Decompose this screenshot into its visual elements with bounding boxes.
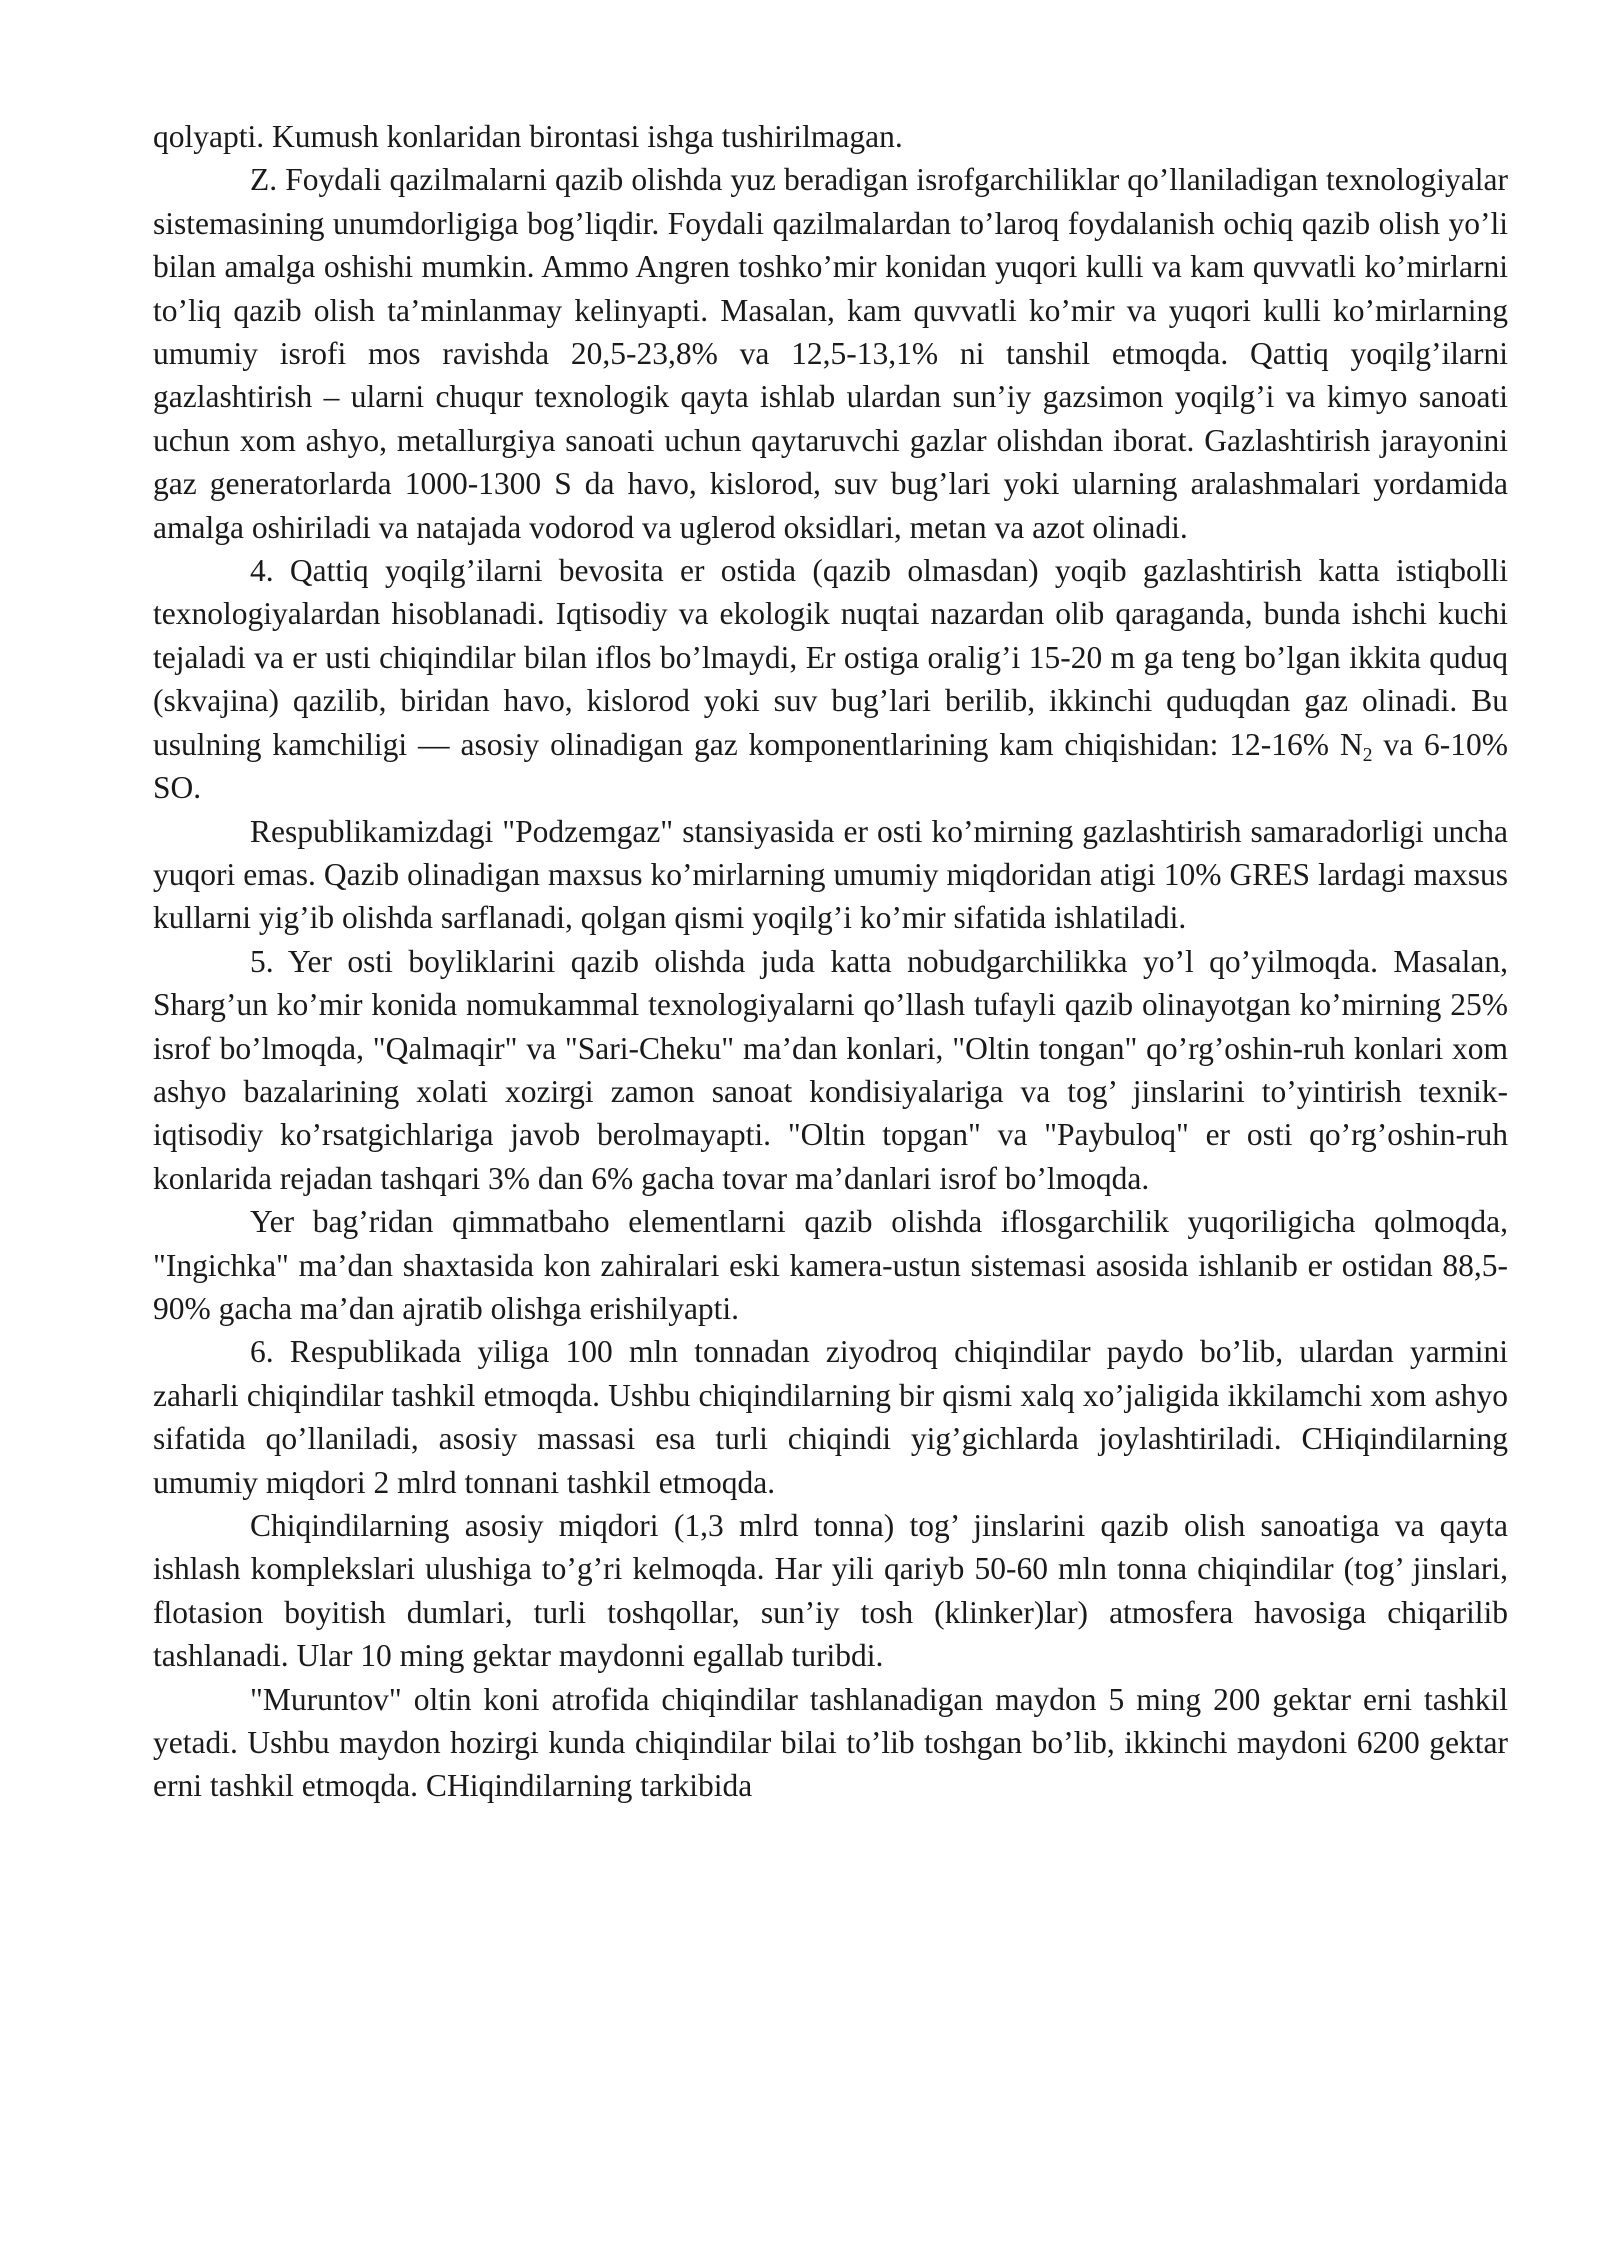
paragraph-continuation: qolyapti. Kumush konlaridan birontasi ishga tushirilmagan. [153, 119, 903, 154]
paragraph-item-4-tail: va 6-10% SO. [153, 726, 1509, 806]
paragraph-item-4 [153, 549, 1508, 809]
paragraph-item-5: 5. Yer osti boyliklarini qazib olishda juda katta nobudgarchilikka yo’l qo’yilmoqda. Masalan, Sharg’un ko’mir konida nomukammal texnologiyalarni qo’llash tufayli qazib olinayotgan ko’mirning 25% isrof bo’lmoqda, "Qalmaqir" va "Sari-Cheku" ma’dan konlari, "Oltin tongan" qo’rg’oshin-ruh konlari xom ashyo bazalarining xolati xozirgi zamon sanoat kondisiyalariga va tog’ jinslarini to’yintirish texnik-iqtisodiy ko’rsatgichlariga javob berolmayapti. "Oltin topgan" va "Paybuloq" er osti qo’rg’oshin-ruh konlarida rejadan tashqari 3% dan 6% gacha tovar ma’danlari isrof bo’lmoqda. [153, 943, 1508, 1196]
document-page [153, 115, 1508, 1808]
paragraph-muruntov: "Muruntov" oltin koni atrofida chiqindilar tashlanadigan maydon 5 ming 200 gektar erni tashkil yetadi. Ushbu maydon hozirgi kunda chiqindilar bilai to’lib toshgan bo’lib, ikkinchi maydoni 6200 gektar erni tashkil etmoqda. CHiqindilarning tarkibida [153, 1681, 1508, 1804]
paragraph-item-3: Z. Foydali qazilmalarni qazib olishda yuz beradigan isrofgarchiliklar qo’llaniladigan texnologiyalar sistemasining unumdorligiga bog’liqdir. Foydali qazilmalardan to’laroq foydalanish ochiq qazib olish yo’li bilan amalga oshishi mumkin. Ammo Angren toshko’mir konidan yuqori kulli va kam quvvatli ko’mirlarni to’liq qazib olish ta’minlanmay kelinyapti. Masalan, kam quvvatli ko’mir va yuqori kulli ko’mirlarning umumiy isrofi mos ravishda 20,5-23,8% va 12,5-13,1% ni tanshil etmoqda. Qattiq yoqilg’ilarni gazlashtirish – ularni chuqur texnologik qayta ishlab ulardan sun’iy gazsimon yoqilg’i va kimyo sanoati uchun xom ashyo, metallurgiya sanoati uchun qaytaruvchi gazlar olishdan iborat. Gazlashtirish jarayonini gaz generatorlarda 1000-1300 S da havo, kislorod, suv bug’lari yoki ularning aralashmalari yordamida amalga oshiriladi va natajada vodorod va uglerod oksidlari, metan va azot olinadi. [153, 162, 1508, 545]
paragraph-podzemgaz: Respublikamizdagi "Podzemgaz" stansiyasida er osti ko’mirning gazlashtirish samaradorligi uncha yuqori emas. Qazib olinadigan maxsus ko’mirlarning umumiy miqdoridan atigi 10% GRES lardagi maxsus kullarni yig’ib olishda sarflanadi, qolgan qismi yoqilg’i ko’mir sifatida ishlatiladi. [153, 813, 1508, 936]
subscript-2: 2 [1362, 744, 1373, 766]
paragraph-waste-amount: Chiqindilarning asosiy miqdori (1,3 mlrd tonna) tog’ jinslarini qazib olish sanoatiga va qayta ishlash komplekslari ulushiga to’g’ri kelmoqda. Har yili qariyb 50-60 mln tonna chiqindilar (tog’ jinslari, flotasion boyitish dumlari, turli toshqollar, sun’iy tosh (klinker)lar) atmosfera havosiga chiqarilib tashlanadi. Ular 10 ming gektar maydonni egallab turibdi. [153, 1508, 1508, 1674]
paragraph-item-4-text: 4. Qattiq yoqilg’ilarni bevosita er ostida (qazib olmasdan) yoqib gazlashtirish katta istiqbolli texnologiyalardan hisoblanadi. Iqtisodiy va ekologik nuqtai nazardan olib qaraganda, bunda ishchi kuchi tejaladi va er usti chiqindilar bilan iflos bo’lmaydi, Er ostiga oralig’i 15-20 m ga teng bo’lgan ikkita quduq (skvajina) qazilib, biridan havo, kislorod yoki suv bug’lari berilib, ikkinchi quduqdan gaz olinadi. Bu usulning kamchiligi — asosiy olinadigan gaz komponentlarining kam chiqishidan: 12-16% N [153, 553, 1508, 762]
paragraph-item-6: 6. Respublikada yiliga 100 mln tonnadan ziyodroq chiqindilar paydo bo’lib, ulardan yarmini zaharli chiqindilar tashkil etmoqda. Ushbu chiqindilarning bir qismi xalq xo’jaligida ikkilamchi xom ashyo sifatida qo’llaniladi, asosiy massasi esa turli chiqindi yig’gichlarda joylashtiriladi. CHiqindilarning umumiy miqdori 2 mlrd tonnani tashkil etmoqda. [153, 1334, 1508, 1500]
paragraph-ingichka: Yer bag’ridan qimmatbaho elementlarni qazib olishda iflosgarchilik yuqoriligicha qolmoqda, "Ingichka" ma’dan shaxtasida kon zahiralari eski kamera-ustun sistemasi asosida ishlanib er ostidan 88,5-90% gacha ma’dan ajratib olishga erishilyapti. [153, 1204, 1508, 1326]
